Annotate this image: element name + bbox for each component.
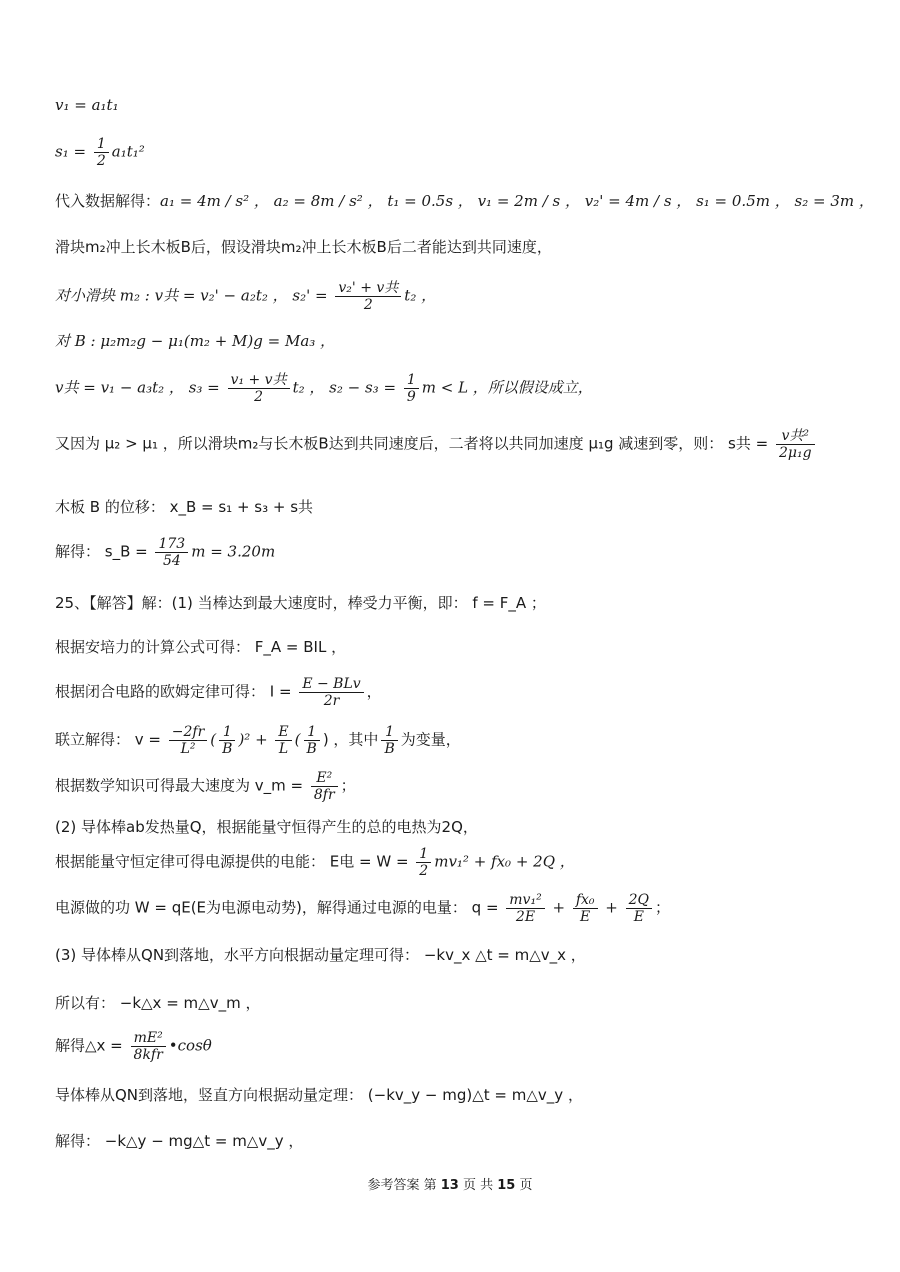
eq-charge-end: ；: [655, 898, 671, 917]
frac-num: 173: [155, 536, 188, 553]
frac-den: 8kfr: [133, 1047, 163, 1064]
momentum-y: 解得： −k△y − mg△t = m△v_y ，: [55, 1132, 304, 1150]
eq-deceleration-text: 又因为 μ₂ > μ₁ ，所以滑块m₂与长木板B达到共同速度后，二者将以共同加速度 μ₁g 减速到零，则： s共 =: [55, 434, 773, 453]
footer-page-number: 13: [440, 1178, 459, 1193]
substitution-label: 代入数据解得：: [55, 192, 161, 210]
frac-den: B: [384, 741, 395, 758]
eq-deceleration: [55, 428, 818, 461]
frac-num: 1: [304, 724, 320, 741]
frac-vm: [311, 770, 338, 803]
variable-note: ) ，其中: [322, 730, 379, 749]
frac-num: 1: [404, 372, 419, 389]
footer-middle: 页 共: [462, 1178, 494, 1193]
frac-num: fx₀: [573, 892, 598, 909]
eq-energy-right: mv₁² + fx₀ + 2Q ，: [434, 852, 575, 871]
paren-sq: )² +: [238, 730, 273, 749]
eq-max-velocity-left: 根据数学知识可得最大速度为 v_m =: [55, 776, 308, 795]
frac-s3: [228, 372, 290, 405]
variable-note-end: 为变量，: [400, 730, 461, 749]
eq-sb-left: 解得： s_B =: [55, 542, 153, 561]
eq-small-block-right: t₂ ，: [404, 286, 437, 305]
frac-num: v共²: [776, 428, 815, 445]
eq-common-mid: t₂ ， s₂ − s₃ =: [292, 378, 401, 397]
eq-small-block-left: 对小滑块 m₂ : v共 = v₂' − a₂t₂ ， s₂' =: [55, 286, 333, 305]
board-displacement: 木板 B 的位移： x_B = s₁ + s₃ + s共: [55, 498, 314, 516]
frac-num: v₁ + v共: [228, 372, 290, 389]
data-substitution: [55, 192, 874, 210]
frac-num: 1: [94, 136, 109, 153]
plus: +: [600, 898, 623, 917]
footer-prefix: 参考答案 第: [367, 1178, 437, 1193]
frac-num: 1: [416, 846, 431, 863]
frac-v2: [219, 724, 235, 757]
eq-common-left: v共 = v₁ − a₃t₂ ， s₃ =: [55, 378, 225, 397]
frac-q1: [506, 892, 544, 925]
frac-den: 54: [162, 553, 181, 570]
eq-common-right: m < L ，所以假设成立，: [421, 378, 593, 397]
footer-total-pages: 15: [497, 1178, 516, 1193]
eq-velocity-left: 联立解得： v =: [55, 730, 166, 749]
frac-num: 1: [381, 724, 397, 741]
frac-num: E − BLv: [299, 676, 363, 693]
ohm-law: [55, 676, 382, 709]
eq-board-b: 对 B : μ₂m₂g − μ₁(m₂ + M)g = Ma₃ ，: [55, 332, 336, 350]
frac-num: E²: [311, 770, 338, 787]
frac-current: [299, 676, 363, 709]
page-footer: [0, 1174, 900, 1193]
frac-num: −2fr: [169, 724, 208, 741]
eq-s1-left: s₁ =: [55, 142, 91, 161]
frac-v4: [304, 724, 320, 757]
frac-half-energy: [416, 846, 431, 879]
frac-den: 9: [406, 389, 416, 406]
eq-s1: [55, 136, 145, 169]
eq-delta-x: [55, 1030, 212, 1063]
frac-num: mE²: [131, 1030, 166, 1047]
frac-num: 2Q: [626, 892, 652, 909]
eq-energy-left: 根据能量守恒定律可得电源提供的电能： E电 = W =: [55, 852, 414, 871]
eq-v1: v₁ = a₁t₁: [55, 96, 119, 114]
frac-den: 2: [419, 863, 429, 880]
eq-delta-x-left: 解得△x =: [55, 1036, 128, 1055]
frac-q2: [573, 892, 598, 925]
ohm-law-left: 根据闭合电路的欧姆定律可得： I =: [55, 682, 297, 701]
frac-den: B: [306, 741, 317, 758]
part3-horizontal: (3) 导体棒从QN到落地，水平方向根据动量定理可得： −kv_x △t = m△v_x ，: [55, 946, 586, 964]
eq-max-velocity-right: ；: [340, 776, 356, 795]
frac-s2: [335, 280, 401, 313]
part3-vertical: 导体棒从QN到落地，竖直方向根据动量定理： (−kv_y − mg)△t = m△v_y ，: [55, 1086, 583, 1104]
q25-heading: 25、【解答】解：(1) 当棒达到最大速度时，棒受力平衡，即： f = F_A ；: [55, 594, 546, 612]
eq-common-velocity: [55, 372, 593, 405]
frac-den: 2: [254, 389, 264, 406]
frac-den: 8fr: [313, 787, 335, 804]
ampere-force: 根据安培力的计算公式可得： F_A = BIL ，: [55, 638, 347, 656]
footer-suffix: 页: [519, 1178, 533, 1193]
frac-s-common: [776, 428, 815, 461]
plus: +: [547, 898, 570, 917]
eq-max-velocity: [55, 770, 356, 803]
frac-den: 2E: [515, 909, 536, 926]
frac-v5: [381, 724, 397, 757]
eq-sb-result: [55, 536, 275, 569]
eq-charge-left: 电源做的功 W = qE(E为电源电动势)，解得通过电源的电量： q =: [55, 898, 504, 917]
eq-electric-energy: [55, 846, 575, 879]
frac-den: 2: [96, 153, 106, 170]
frac-den: 2r: [323, 693, 340, 710]
substitution-values: a₁ = 4m / s² ， a₂ = 8m / s² ， t₁ = 0.5s ， v₁ = 2m / s ， v₂' = 4m / s ， s₁ = 0.5m ， s₂ = 3m ，: [160, 192, 874, 210]
eq-charge: [55, 892, 670, 925]
frac-den: B: [222, 741, 233, 758]
paren: (: [210, 730, 217, 749]
frac-delta-x: [131, 1030, 166, 1063]
eq-delta-x-right: •cosθ: [168, 1036, 212, 1055]
frac-den: L: [278, 741, 289, 758]
frac-ninth: [404, 372, 419, 405]
frac-v3: [275, 724, 291, 757]
frac-v1: [169, 724, 208, 757]
eq-velocity: [55, 724, 461, 757]
eq-sb-right: m = 3.20m: [191, 542, 276, 561]
momentum-x: 所以有： −k△x = m△v_m ，: [55, 994, 261, 1012]
frac-num: 1: [219, 724, 235, 741]
frac-q3: [626, 892, 652, 925]
frac-den: E: [580, 909, 591, 926]
part2-heat: (2) 导体棒ab发热量Q，根据能量守恒得产生的总的电热为2Q，: [55, 818, 478, 836]
frac-num: E: [275, 724, 291, 741]
paren: (: [294, 730, 301, 749]
frac-den: E: [633, 909, 644, 926]
frac-half: [94, 136, 109, 169]
frac-num: v₂' + v共: [335, 280, 401, 297]
frac-num: mv₁²: [506, 892, 544, 909]
eq-s1-right: a₁t₁²: [111, 142, 145, 161]
eq-small-block: [55, 280, 436, 313]
ohm-law-right: ，: [366, 682, 382, 701]
frac-den: 2: [363, 297, 373, 314]
frac-173-54: [155, 536, 188, 569]
frac-den: L²: [180, 741, 196, 758]
frac-den: 2μ₁g: [778, 445, 812, 462]
assumption-text: 滑块m₂冲上长木板B后，假设滑块m₂冲上长木板B后二者能达到共同速度，: [55, 238, 552, 256]
